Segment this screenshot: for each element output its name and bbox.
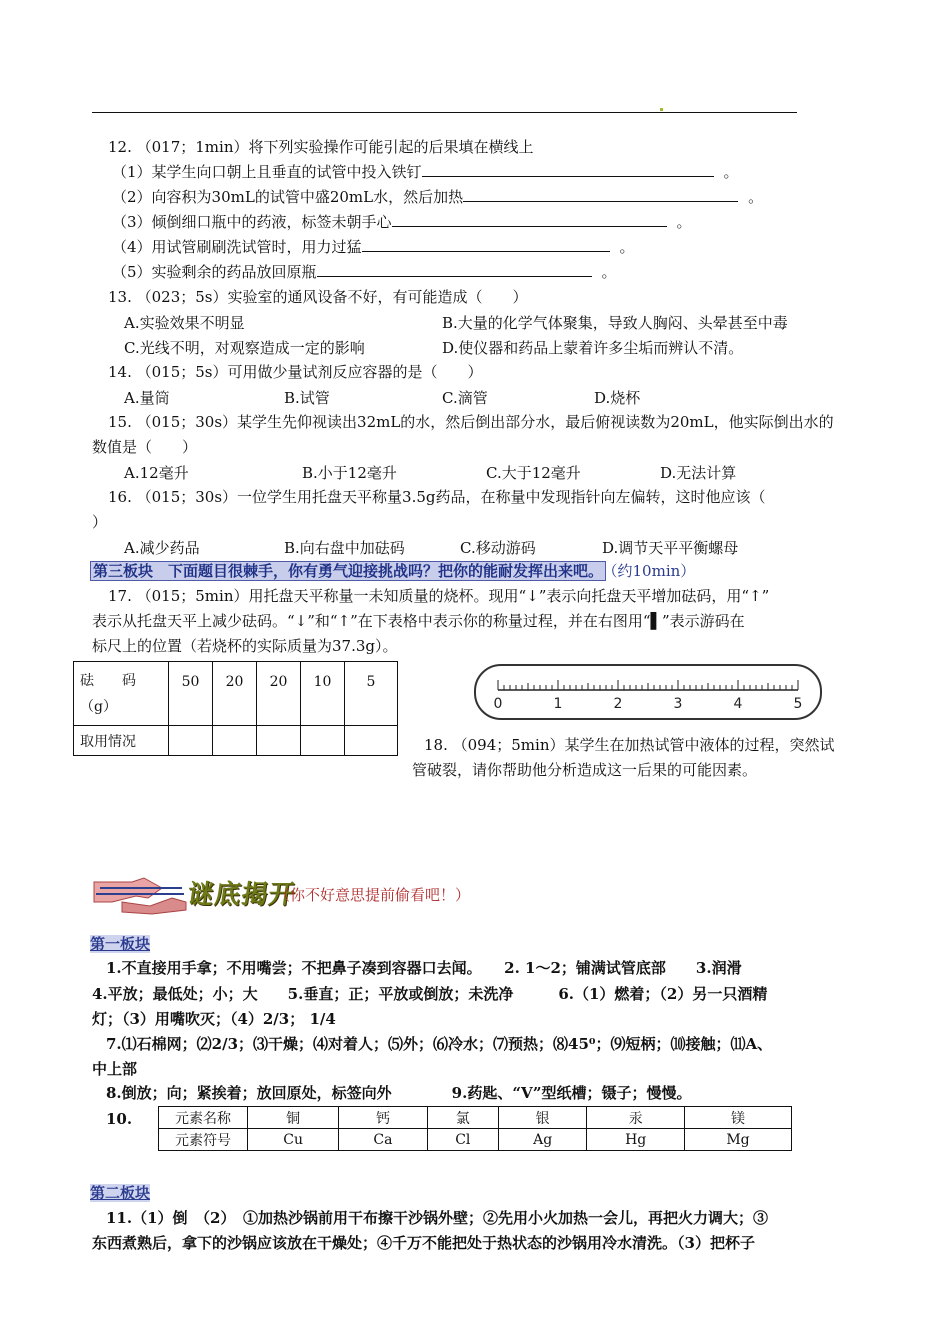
element-table <box>158 1106 792 1151</box>
weight-header-unit: （g） <box>80 699 117 715</box>
ruler-frame <box>475 665 821 719</box>
ruler-label: 1 <box>553 696 563 712</box>
section1-line-1: 1.不直接用手拿；不用嘴尝；不把鼻子凑到容器口去闻。 2. 1～2；铺满试管底部 3.润滑 <box>106 959 742 977</box>
ruler-label: 5 <box>793 696 803 712</box>
usage-cell[interactable] <box>257 726 301 756</box>
rider-scale-ruler[interactable] <box>474 664 822 720</box>
element-symbol: Hg <box>587 1129 685 1151</box>
q13-option-d[interactable]: D.使仪器和药品上蒙着许多尘垢而辨认不清。 <box>442 339 744 357</box>
section2-title: 第二板块 <box>90 1184 151 1202</box>
answers-note: （你不好意思提前偷看吧！） <box>275 886 471 904</box>
q18-line1: 18. （094；5min）某学生在加热试管中液体的过程，突然试 <box>424 736 835 754</box>
answer-blank[interactable] <box>392 212 667 227</box>
usage-cell[interactable] <box>301 726 345 756</box>
q14-option-c[interactable]: C.滴管 <box>442 389 488 407</box>
q13-option-a[interactable]: A.实验效果不明显 <box>124 314 245 332</box>
q16-option-d[interactable]: D.调节天平平衡螺母 <box>602 539 739 557</box>
q10-label: 10. <box>106 1110 133 1128</box>
q14-option-d[interactable]: D.烧杯 <box>594 389 641 407</box>
q15-option-c[interactable]: C.大于12毫升 <box>486 464 581 482</box>
q18-line2: 管破裂，请你帮助他分析造成这一后果的可能因素。 <box>412 761 758 779</box>
section1-title: 第一板块 <box>90 935 151 953</box>
usage-cell[interactable] <box>169 726 213 756</box>
element-name: 铜 <box>248 1107 339 1129</box>
handshake-icon <box>92 872 188 916</box>
element-symbol-header: 元素符号 <box>159 1129 248 1151</box>
section2-line-2: 东西煮熟后，拿下的沙锅应该放在干燥处；④千万不能把处于热状态的沙锅用冷水清洗。（3）把杯子 <box>92 1234 755 1252</box>
element-symbol: Mg <box>685 1129 792 1151</box>
section2-line-1: 11.（1）倒 （2） ①加热沙锅前用干布擦干沙锅外壁；②先用小火加热一会儿，再把火力调大；③ <box>106 1209 768 1227</box>
weight-header-label: 砝 码 <box>80 673 136 689</box>
section1-line-4: 7.⑴石棉网；⑵2/3；⑶干燥；⑷对着人；⑸外；⑹冷水；⑺预热；⑻45⁰；⑼短柄；⑽接触；⑾A、 <box>106 1035 773 1053</box>
q12-item-4: （4）用试管刷刷洗试管时，用力过猛 。 <box>112 238 635 256</box>
q17-line1: 17. （015；5min）用托盘天平称量一未知质量的烧杯。现用“↓”表示向托盘天平增加砝码，用“↑” <box>108 587 770 605</box>
answers-logo: 谜底揭开 <box>185 880 298 910</box>
element-name: 镁 <box>685 1107 792 1129</box>
q14-option-b[interactable]: B.试管 <box>284 389 330 407</box>
section1-line-6: 8.倒放；向；紧挨着；放回原处，标签向外 9.药匙、“V”型纸槽；镊子；慢慢。 <box>106 1084 692 1102</box>
section3-title: 第三板块 下面题目很棘手，你有勇气迎接挑战吗？把你的能耐发挥出来吧。 <box>90 561 606 581</box>
weight-cell: 50 <box>169 662 213 726</box>
element-name: 氯 <box>427 1107 498 1129</box>
answer-blank[interactable] <box>463 187 738 202</box>
q14-stem: 14. （015；5s）可用做少量试剂反应容器的是（ ） <box>108 363 483 381</box>
section1-line-3: 灯；（3）用嘴吹灭；（4）2/3； 1/4 <box>92 1010 336 1028</box>
section3-time: （约10min） <box>610 562 696 580</box>
q12-stem: 12. （017；1min）将下列实验操作可能引起的后果填在横线上 <box>108 138 534 156</box>
element-name-header: 元素名称 <box>159 1107 248 1129</box>
q13-stem: 13. （023；5s）实验室的通风设备不好，有可能造成（ ） <box>108 288 528 306</box>
answer-blank[interactable] <box>362 237 610 252</box>
section1-line-2: 4.平放；最低处；小；大 5.垂直；正；平放或倒放；未洗净 6.（1）燃着；（2）另一只酒精 <box>92 985 768 1003</box>
section1-line-5: 中上部 <box>92 1060 138 1078</box>
q12-item-3: （3）倾倒细口瓶中的药液，标签未朝手心 。 <box>112 213 692 231</box>
q12-item-2: （2）向容积为30mL的试管中盛20mL水，然后加热 。 <box>112 188 764 206</box>
ruler-label: 3 <box>673 696 683 712</box>
weight-cell: 20 <box>213 662 257 726</box>
q16-stem-line2: ） <box>92 513 108 531</box>
q15-stem-line2: 数值是（ ） <box>92 438 198 456</box>
q12-item-1: （1）某学生向口朝上且垂直的试管中投入铁钉 。 <box>112 163 739 181</box>
top-divider <box>92 112 797 113</box>
section1-header <box>90 934 150 954</box>
element-symbol: Ag <box>498 1129 586 1151</box>
usage-row-header: 取用情况 <box>74 726 169 756</box>
q17-line3: 标尺上的位置（若烧杯的实际质量为37.3g）。 <box>92 637 398 655</box>
element-symbol: Ca <box>339 1129 427 1151</box>
q16-option-c[interactable]: C.移动游码 <box>460 539 536 557</box>
element-name: 钙 <box>339 1107 427 1129</box>
element-symbol: Cu <box>248 1129 339 1151</box>
usage-cell[interactable] <box>345 726 398 756</box>
q15-stem-line1: 15. （015；30s）某学生先仰视读出32mL的水，然后倒出部分水，最后俯视读数为20mL，他实际倒出水的 <box>108 413 834 431</box>
weight-cell: 20 <box>257 662 301 726</box>
ruler-label: 2 <box>613 696 623 712</box>
section3-header <box>90 561 695 581</box>
answer-blank[interactable] <box>317 262 592 277</box>
usage-cell[interactable] <box>213 726 257 756</box>
q14-option-a[interactable]: A.量筒 <box>124 389 170 407</box>
q12-item-5: （5）实验剩余的药品放回原瓶 。 <box>112 263 617 281</box>
decor-dot <box>660 108 663 111</box>
q15-option-a[interactable]: A.12毫升 <box>124 464 189 482</box>
q15-option-d[interactable]: D.无法计算 <box>660 464 737 482</box>
q15-option-b[interactable]: B.小于12毫升 <box>302 464 397 482</box>
weight-cell: 5 <box>345 662 398 726</box>
q13-option-b[interactable]: B.大量的化学气体聚集，导致人胸闷、头晕甚至中毒 <box>442 314 788 332</box>
element-name: 汞 <box>587 1107 685 1129</box>
element-symbol: Cl <box>427 1129 498 1151</box>
q16-stem-line1: 16. （015；30s）一位学生用托盘天平称量3.5g药品，在称量中发现指针向左偏转，这时他应该（ <box>108 488 766 506</box>
element-name: 银 <box>498 1107 586 1129</box>
q17-line2: 表示从托盘天平上减少砝码。“↓”和“↑”在下表格中表示你的称量过程，并在右图用“▌”表示游码在 <box>92 612 745 630</box>
q16-option-a[interactable]: A.减少药品 <box>124 539 200 557</box>
ruler-label: 0 <box>493 696 503 712</box>
answer-blank[interactable] <box>422 162 714 177</box>
weight-table <box>73 661 398 756</box>
section2-header <box>90 1183 150 1203</box>
weight-row-header <box>74 662 169 726</box>
ruler-label: 4 <box>733 696 743 712</box>
weight-cell: 10 <box>301 662 345 726</box>
q13-option-c[interactable]: C.光线不明，对观察造成一定的影响 <box>124 339 365 357</box>
q16-option-b[interactable]: B.向右盘中加砝码 <box>284 539 405 557</box>
